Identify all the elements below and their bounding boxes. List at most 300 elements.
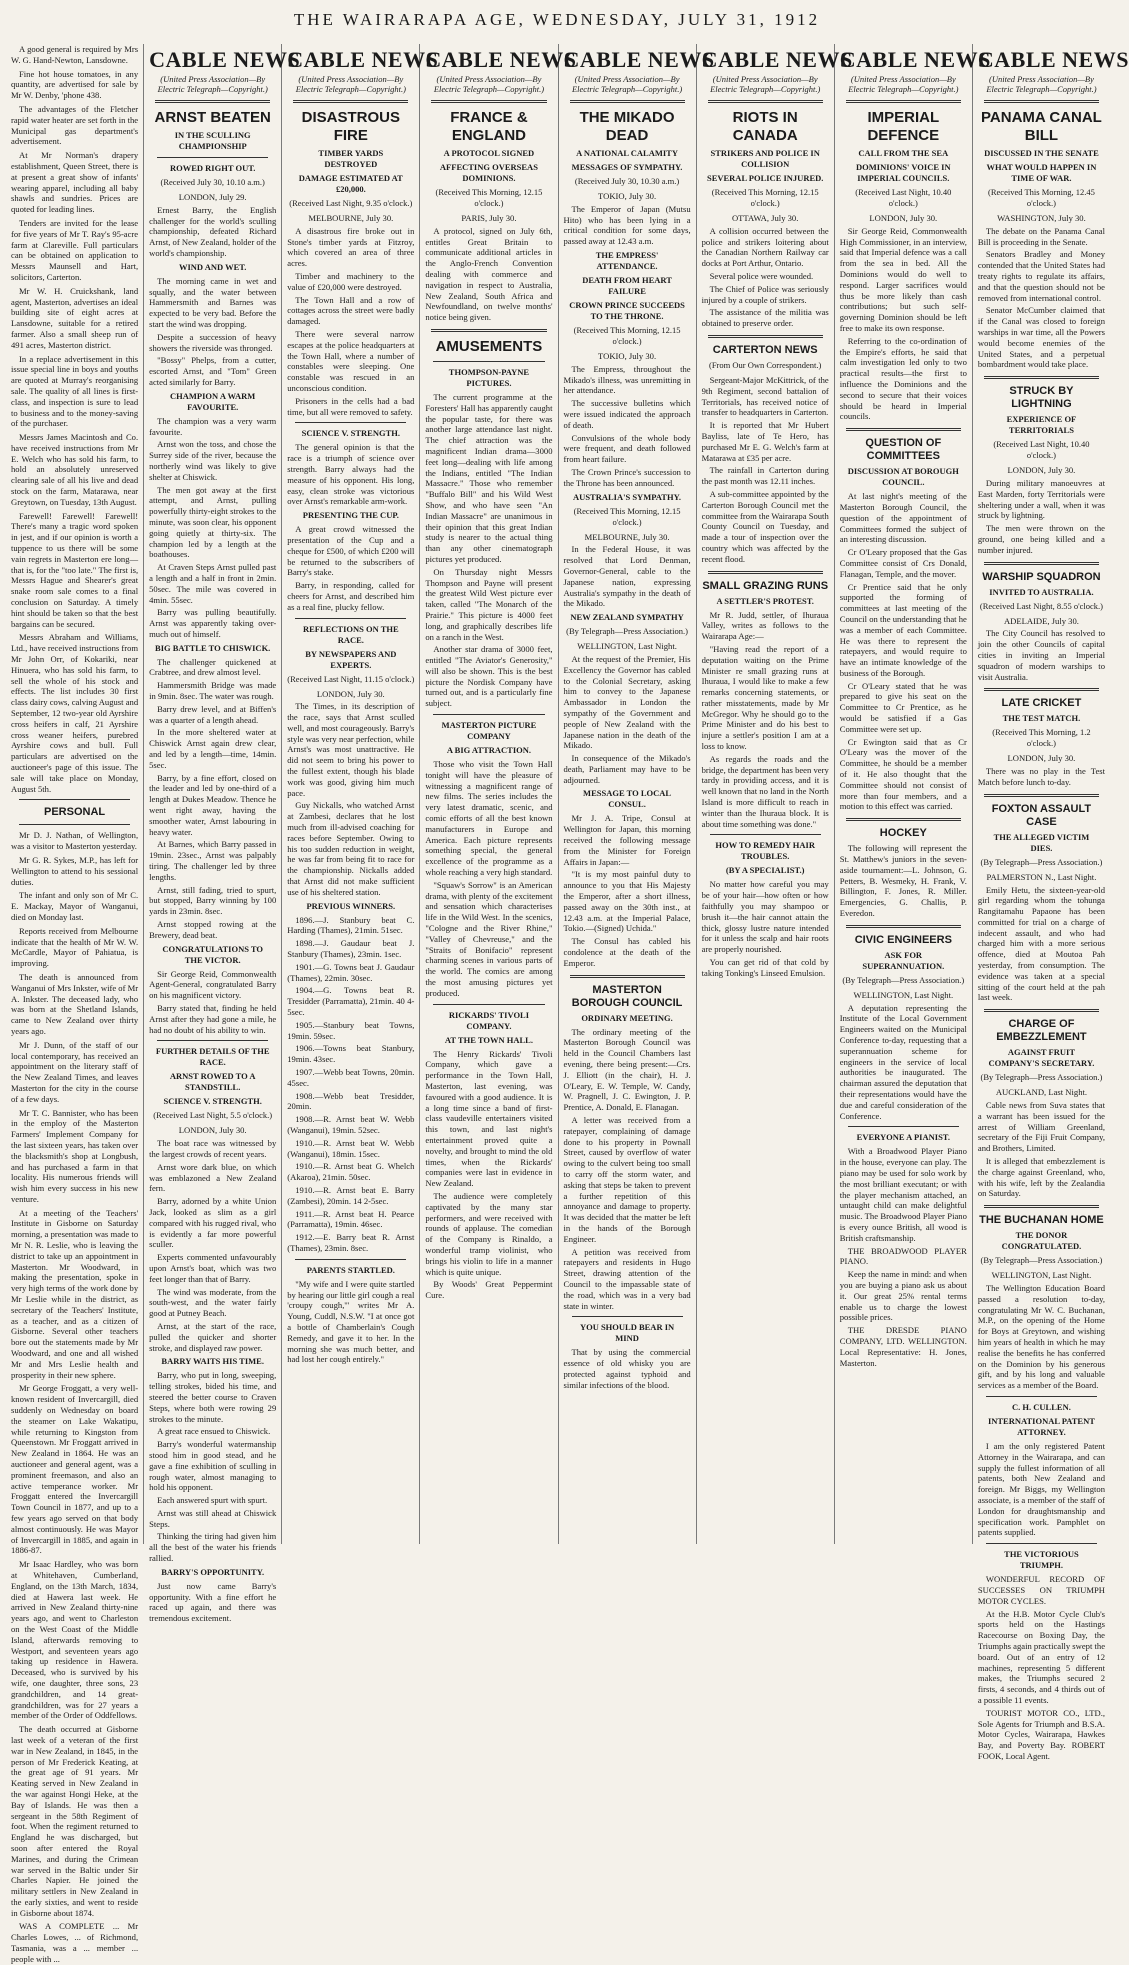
article-para: The rainfall in Carterton during the past month was 12.11 inches. [701, 465, 829, 487]
divider [846, 428, 961, 431]
article-para: "Squaw's Sorrow" is an American drama, with plenty of the excitement and sensation which characterises life in the Wild West. In the scenics, "Cologne and the River Rhine," "Valley of Chevreuse," and the "Straits of Bonifacio" represent charming scenes in various parts of the world. The comics are among the most amusing pictures yet produced. [425, 879, 553, 998]
received-time: (By Telegraph—Press Association.) [980, 856, 1103, 867]
article-para: THE DRESDE PIANO COMPANY, LTD. WELLINGTON. Local Representative: H. Jones, Masterton. [839, 1325, 967, 1368]
section-subhead: CROWN PRINCE SUCCEEDS TO THE THRONE. [569, 299, 685, 321]
article-para: Barry, adorned by a white Union Jack, looked as slim as a girl compared with his rugged rival, who is evidently a far more powerful sculler. [149, 1196, 277, 1250]
column-mikado-dead [559, 44, 715, 1544]
cable-news-heading: CABLE NEWS [977, 47, 1129, 72]
article-para: A great race ensued to Chiswick. [157, 1426, 271, 1437]
article-para: It is alleged that embezzlement is the charge against Greenland, who, with his wife, left by the Zealandia on Saturday. [977, 1156, 1105, 1199]
dateline: TOKIO, July 30. [598, 350, 657, 361]
personal-para: The infant and only son of Mr C. E. Mackay, Mayor of Wanganui, died on Monday last. [11, 890, 139, 922]
section-subhead: BARRY WAITS HIS TIME. [161, 1356, 264, 1367]
list-item: 1911.—R. Arnst beat H. Pearce (Parramatta), 19min. 46sec. [287, 1208, 415, 1230]
section-subhead: MASTERTON PICTURE COMPANY [441, 720, 537, 742]
article-para: A sub-committee appointed by the Carterton Borough Council met the committee from the Wairarapa South County Council on Tuesday, and made a tour of inspection over the country which was affected by the recent flood. [701, 488, 829, 564]
article-para: Cable news from Suva states that a warrant has been issued for the arrest of William Greenland, secretary of the Fiji Fruit Company, and Brothers, Limited. [977, 1100, 1105, 1154]
article-para: By Woods' Great Peppermint Cure. [425, 1279, 553, 1301]
article-para: Thinking the tiring had given him all the best of the water his friends rallied. [149, 1531, 277, 1564]
divider [984, 100, 1099, 103]
personal-para: Mr Isaac Hardley, who was born at Whitehaven, Cumberland, England, on the 13th March, 1834, died at Hawera last week. He arrived in New Zealand thirty-nine years ago, and went to Charleston on the West Coast of the Middle Island, afterwards removing to Westport, and seventeen years ago taking up residence in Hawera. Deceased, who is survived by his wife, one daughter, three sons, 23 grandchildren, and 14 great-grandchildren, was for 27 years a member of the Order of Oddfellows. [11, 1559, 139, 1721]
received-time: (Received Last Night, 9.35 o'clock.) [289, 198, 413, 208]
article-para: A petition was received from ratepayers and residents in Hugo Street, drawing attention of the Council to the impassable state of the road, which was in a very bad state in winter. [563, 1246, 691, 1311]
received-time: (Received Last Night, 10.40 o'clock.) [993, 439, 1090, 461]
received-time: (Received Last Night, 8.55 o'clock.) [979, 600, 1103, 611]
article-headline: STRUCK BY LIGHTNING [1009, 385, 1074, 411]
section-subhead: NEW ZEALAND SYMPATHY [570, 612, 684, 623]
section-subhead: BY NEWSPAPERS AND EXPERTS. [305, 648, 397, 670]
article-para: "Having read the report of a deputation waiting on the Prime Minister re small grazing runs at Ihuraua, I would like to make a few remarks concerning statements, or rather misstatements, made by Mr McGregor. Why he should go to the Prime Minister and do his best to injure a settler's position I am at a loss to know. [701, 643, 829, 752]
article-subhead: DISCUSSED IN THE SENATE [984, 148, 1099, 158]
section-subhead: PRESENTING THE CUP. [302, 510, 399, 521]
section-subhead: THE TEST MATCH. [1002, 713, 1081, 724]
article-para: It is reported that Mr Hubert Bayliss, late of Te Hero, has purchased Mr E. G. Welch's farm at Matarawa at £35 per acre. [701, 420, 829, 463]
list-item: 1901.—G. Towns beat J. Gaudaur (Thames), 22min. 30sec. [287, 961, 415, 983]
personal-para: WAS A COMPLETE ... Mr Charles Lowes, ... of Richmond, Tasmania, was a ... member ... people with ... [11, 1921, 139, 1964]
received-time: (By Telegraph—Press Association.) [842, 974, 965, 985]
received-time: (Received Last Night, 10.40 o'clock.) [855, 187, 952, 208]
article-para: Arnst, at the start of the race, pulled the quicker and shorter stroke, and displayed raw power. [149, 1320, 277, 1353]
dateline: LONDON, July 30. [316, 688, 385, 699]
press-association-credit: (United Press Association—By Electric Telegraph—Copyright.) [571, 74, 683, 94]
article-headline: THE BUCHANAN HOME [979, 1214, 1104, 1227]
article-para: Arnst, still fading, tried to spurt, but stopped, Barry winning by 100 yards in 23min. 8sec. [149, 884, 277, 917]
dateline: AUCKLAND, Last Night. [995, 1087, 1088, 1098]
section-subhead: ARNST ROWED TO A STANDSTILL. [169, 1071, 256, 1093]
divider [984, 794, 1099, 797]
personal-para: At a meeting of the Teachers' Institute in Gisborne on Saturday morning, a presentation was made to Mr N. R. Leslie, who is leaving the district to take up an appointment in Masterton. Mr Woodward, in making the presentation, spoke in very high terms of the work done by Mr Leslie while in the district, as secretary of the Teachers' Institute, as a teacher, and as a citizen of Gisborne. Several other teachers bore out the statements made by Mr Woodward, and one and all wished Mr and Mrs Leslie health and prosperity in their new sphere. [11, 1207, 139, 1380]
list-item: 1898.—J. Gaudaur beat J. Stanbury (Thames), 23min. 1sec. [287, 938, 415, 960]
section-subhead: YOU SHOULD BEAR IN MIND [579, 1322, 675, 1344]
article-para: During military manoeuvres at East Marden, forty Territorials were sheltering under a wall, when it was struck by lightning. [977, 477, 1105, 521]
article-para: The morning came in wet and squally, and the water between Hammersmith and Barnes was expected to be very bad. Before the start the wind was dropping. [149, 275, 277, 329]
dateline: LONDON, July 30. [1007, 753, 1076, 764]
section-subhead: INTERNATIONAL PATENT ATTORNEY. [987, 1416, 1095, 1437]
divider [570, 975, 685, 978]
divider [295, 422, 406, 423]
section-subhead: DEATH FROM HEART FAILURE [582, 274, 672, 296]
section-subhead: AGAINST FRUIT COMPANY'S SECRETARY. [988, 1047, 1095, 1069]
section-subhead: AUSTRALIA'S SYMPATHY. [573, 491, 682, 502]
article-para: The Henry Rickards' Tivoli Company, which gave a performance in the Town Hall, Masterton, last evening, was favoured with a good audience. It is a long time since a band of first-class vaudeville entertainers visited this town, and last night's entertainment proved quite a novelty, and brought to mind the old times, when the Rickards' companies were last in evidence in New Zealand. [425, 1048, 553, 1189]
local-para: A good general is required by Mrs W. G. Hand-Newton, Lansdowne. [11, 44, 139, 65]
divider [984, 376, 1099, 379]
article-headline: LATE CRICKET [1001, 697, 1082, 710]
article-subhead: MESSAGES OF SYMPATHY. [571, 162, 683, 172]
article-para: Mr R. Judd, settler, of Ihuraua Valley, writes as follows to the Wairarapa Age:— [701, 609, 829, 642]
article-para: The boat race was witnessed by the largest crowds of recent years. [149, 1138, 277, 1159]
section-subhead: THE EMPRESS' ATTENDANCE. [595, 249, 659, 271]
article-para: That by using the commercial essence of old whisky you are protected against typhoid and similar infections of the blood. [563, 1347, 691, 1390]
article-headline: SMALL GRAZING RUNS [702, 579, 829, 592]
article-para: Despite a succession of heavy showers the riverside was thronged. [149, 331, 277, 353]
article-para: Just now came Barry's opportunity. With a fine effort he raced up again, and there was tremendous excitement. [149, 1580, 277, 1624]
divider [155, 100, 270, 103]
article-para: You can get rid of that cold by taking Tonking's Linseed Emulsion. [701, 957, 829, 978]
cable-news-heading: CABLE NEWS [839, 47, 991, 72]
article-para: Another star drama of 3000 feet, entitled "The Aviator's Generosity," will also be shown. This is the best picture the Nordisk Company have turned out, and is a particularly fine subject. [425, 644, 553, 709]
cable-news-heading: CABLE NEWS [563, 47, 715, 72]
divider [708, 571, 823, 574]
divider [984, 688, 1099, 691]
section-subhead: CONGRATULATIONS TO THE VICTOR. [162, 943, 264, 965]
section-subhead: THE ALLEGED VICTIM DIES. [993, 831, 1090, 853]
article-subhead: TIMBER YARDS DESTROYED [318, 148, 384, 169]
section-subhead: REFLECTIONS ON THE RACE. [302, 623, 399, 645]
column-panama-canal [973, 44, 1129, 1761]
divider [433, 361, 544, 362]
dateline: MELBOURNE, July 30. [308, 213, 394, 223]
article-para: WONDERFUL RECORD OF SUCCESSES ON TRIUMPH MOTOR CYCLES. [977, 1574, 1105, 1606]
article-headline: ARNST BEATEN [154, 109, 271, 126]
article-subhead: WHAT WOULD HAPPEN IN TIME OF WAR. [986, 162, 1097, 183]
article-subhead: SEVERAL POLICE INJURED. [706, 173, 824, 183]
section-subhead: FURTHER DETAILS OF THE RACE. [155, 1046, 270, 1068]
article-para: Senators Bradley and Money contended that the United States had treaty rights to regulate its affairs, and that the question should not be removed from international control. [977, 249, 1105, 303]
list-item: 1906.—Towns beat Stanbury, 19min. 43sec. [287, 1043, 415, 1065]
article-para: TOURIST MOTOR CO., LTD., Sole Agents for Triumph and B.S.A. Motor Cycles, Wairarapa, Hawkes Bay, and Poverty Bay. ROBERT FOOK, Local Agent. [977, 1707, 1105, 1761]
article-headline: CHARGE OF EMBEZZLEMENT [996, 1018, 1087, 1044]
article-headline: RIOTS IN CANADA [732, 109, 798, 144]
dateline: WELLINGTON, Last Night. [991, 1270, 1092, 1281]
dateline: TOKIO, July 30. [598, 191, 657, 201]
article-para: Cr Ewington said that as Cr O'Leary was the mover of the Committee, he should be a member of it. He also thought that the Committee should not consist of more than four members, and a motion to this effect was carried. [839, 736, 967, 812]
received-time: (Received This Morning, 12.15 o'clock.) [573, 505, 681, 527]
list-item: 1910.—R. Arnst beat G. Whelch (Akaroa), 21min. 50sec. [287, 1161, 415, 1183]
divider [572, 1316, 683, 1317]
article-para: Barry was pulling beautifully. Arnst was apparently taking over-much out of himself. [149, 607, 277, 639]
section-subhead: (BY A SPECIALIST.) [725, 865, 805, 876]
divider [984, 1205, 1099, 1208]
article-para: Sir George Reid, Commonwealth Agent-General, congratulated Barry on his magnificent victory. [149, 968, 277, 1001]
article-para: At the H.B. Motor Cycle Club's sports held on the Hastings Racecourse on Boxing Day, the Triumphs again practically swept the board. Out of an entry of 12 machines, representing 5 different makes, the Triumphs secured 2 firsts, 4 seconds, and 4 thirds out of a possible 11 events. [977, 1608, 1106, 1705]
press-association-credit: (United Press Association—By Electric Telegraph—Copyright.) [710, 74, 821, 94]
article-headline: CIVIC ENGINEERS [854, 933, 952, 946]
article-para: The Empress, throughout the Mikado's illness, was unremitting in her attendance. [563, 363, 691, 396]
divider [431, 329, 546, 332]
local-para: Mr W. H. Cruickshank, land agent, Masterton, advertises an ideal building site of eight acres at Lansdowne, suitable for a retired farmer. Also a small sheep run of 491 acres, Masterton district. [11, 285, 139, 350]
article-subhead: STRIKERS AND POLICE IN COLLISION [710, 148, 820, 169]
article-para: Barry, in responding, called for cheers for Arnst, and described him as a real fine, plucky fellow. [287, 580, 415, 612]
section-subhead: A BIG ATTRACTION. [446, 745, 532, 756]
article-subhead: A NATIONAL CALAMITY [576, 148, 678, 158]
article-para: Cr Prentice said that he only supported the forming of committees at last meeting of the Council on the understanding that he was a member of each Committee. He was there to represent the ratepayers, and would require to have an intimate knowledge of the business of the Borough. [839, 581, 967, 678]
dateline: PARIS, July 30. [461, 213, 517, 223]
article-para: The City Council has resolved to join the other Councils of capital cities in inviting an Imperial squadron of modern warships to visit Australia. [977, 628, 1105, 682]
received-time: (Received Last Night, 5.5 o'clock.) [153, 1110, 273, 1121]
cable-news-heading: CABLE NEWS [701, 47, 853, 72]
article-para: "It is my most painful duty to announce to you that His Majesty the Emperor, after a short illness, passed away on the 30th inst., at 12.43 a.m. at the Imperial Palace, Tokio.—(Signed) Uchida." [563, 869, 691, 934]
article-para: The ordinary meeting of the Masterton Borough Council was held in the Council Chambers last evening, there being present:—Crs. J. Elliott (in the chair), H. J. O'Leary, E. W. Temple, W. Candy, W. Pragnell, J. C. Ewington, J. P. Prentice, A. Donald, E. Flanagan. [563, 1026, 691, 1113]
received-time: (By Telegraph—Press Association.) [980, 1255, 1103, 1266]
article-headline: HOCKEY [879, 827, 927, 840]
section-subhead: ASK FOR SUPERANNUATION. [862, 949, 945, 971]
divider [708, 335, 823, 338]
local-para: Farewell! Farewell! Farewell! There's many a tragic word spoken in jest, and if our opinion is worth a tuppence to us there will be some vain regrets in Masterton ere long—that is, for the "too late." The first is, Messrs Hague and Shearer's great snake room sale comes to a final conclusion on Saturday. A timely hint should be taken so that the best bargains can be secured. [11, 510, 139, 629]
article-para: Barry's wonderful watermanship stood him in good stead, and he gave a fine exhibition of sculling in rough water, almost managing to hold his opponent. [149, 1439, 277, 1493]
page-columns [6, 44, 1129, 1964]
article-para: "Bossy" Phelps, from a cutter, escorted Arnst, and "Tom" Green acted similarly for Barry. [149, 355, 277, 387]
dateline: PALMERSTON N., Last Night. [986, 871, 1097, 882]
article-para: Convulsions of the whole body were frequent, and death followed from heart failure. [563, 432, 691, 465]
article-subhead: ROWED RIGHT OUT. [169, 163, 256, 173]
personal-para: Mr G. R. Sykes, M.P., has left for Wellington to attend to his sessional duties. [11, 854, 139, 887]
article-para: Arnst was still ahead at Chiswick Steps. [149, 1507, 277, 1529]
divider [986, 1543, 1097, 1544]
article-para: Arnst stopped rowing at the Brewery, dead beat. [149, 919, 277, 940]
section-subhead: HOW TO REMEDY HAIR TROUBLES. [715, 840, 815, 862]
article-para: Arnst wore dark blue, on which was emblazoned a New Zealand fern. [149, 1161, 277, 1194]
dateline: OTTAWA, July 30. [731, 213, 799, 223]
section-subhead: SCIENCE V. STRENGTH. [301, 428, 401, 439]
divider [710, 834, 821, 835]
article-para: The Chief of Police was seriously injured by a couple of strikers. [701, 283, 829, 305]
local-para: Messrs James Macintosh and Co. have received instructions from Mr E. Welch who has sold his farm, to hold an absolutely unreserved clearing sale of all his live and dead stock on the farm, Matarawa, near Greytown, on Tuesday, 13th August. [11, 432, 139, 507]
dateline: WELLINGTON, Last Night. [853, 989, 954, 1000]
article-para: Each answered spurt with spurt. [157, 1495, 268, 1506]
section-subhead: PARENTS STARTLED. [306, 1264, 395, 1275]
received-time: (Received This Morning, 12.15 o'clock.) [711, 187, 819, 208]
article-para: The successive bulletins which were issued indicated the approach of death. [563, 398, 691, 430]
article-subhead: IN THE SCULLING CHAMPIONSHIP [174, 130, 251, 151]
divider [19, 799, 130, 800]
column-disastrous-fire [282, 44, 439, 1544]
dateline: MELBOURNE, July 30. [584, 531, 670, 542]
section-subhead: PREVIOUS WINNERS. [306, 900, 396, 911]
article-para: Barry, who put in long, sweeping, telling strokes, bided his time, and steered the better course to Craven Steps, where both were rowing 29 strokes to the minute. [149, 1370, 277, 1424]
received-time: (Received July 30, 10.30 a.m.) [574, 176, 680, 186]
press-association-credit: (United Press Association—By Electric Telegraph—Copyright.) [157, 74, 268, 94]
article-para: There was no play in the Test Match before lunch to-day. [977, 766, 1105, 787]
divider [295, 618, 406, 619]
article-para: At last night's meeting of the Masterton Borough Council, the question of the appointment of Committees formed the subject of an interesting discussion. [839, 491, 967, 545]
list-item: 1907.—Webb beat Towns, 20min. 45sec. [287, 1067, 415, 1088]
section-subhead: THOMPSON-PAYNE PICTURES. [448, 366, 530, 388]
article-headline: IMPERIAL DEFENCE [867, 109, 940, 144]
section-subhead: EVERYONE A PIANIST. [856, 1132, 950, 1143]
dateline: LONDON, July 30. [869, 213, 938, 223]
divider [431, 100, 546, 103]
article-para: A protocol, signed on July 6th, entitles Great Britain to communicate additional articles in the Anglo-French Convention dealing with commerce and navigation in respect to Australia, New Zealand, South Africa and Newfoundland, on twelve months' notice being given. [425, 225, 553, 323]
article-para: Emily Hetu, the sixteen-year-old girl regarding whom the tohunga Rangitamahu Papaone has been committed for trial on a charge of indecent assault, and who had charged him with a more serious offence, died at Moutoa Pah yesterday, from consumption. The evidence was taken at a special sitting of the court held at the pah last week. [977, 884, 1105, 1003]
section-subhead: MESSAGE TO LOCAL CONSUL. [583, 788, 672, 810]
section-subhead: INVITED TO AUSTRALIA. [989, 586, 1094, 597]
cable-news-heading: CABLE NEWS [287, 47, 439, 72]
divider [157, 1040, 268, 1041]
column-local-news [6, 44, 144, 1964]
list-item: 1910.—R. Arnst beat W. Webb (Wanganui), 18min. 15sec. [287, 1137, 415, 1159]
article-para: The Town Hall and a row of cottages across the street were badly damaged. [287, 294, 415, 327]
article-para: The current programme at the Foresters' Hall has apparently caught the popular taste, for there was another large attendance last night. The chief attraction was the magnificent Indian drama—3000 feet long—dealing with life among the Indians, entitled "The Indian Massacre." Those who remember "Buffalo Bill" and his Wild West Show, and who have seen "An Indian Massacre" are unanimous in their opinion that this great Indian study is nearer to the actual thing than any other cinematograph pictures yet produced. [425, 391, 553, 564]
divider [570, 100, 685, 103]
divider [433, 1004, 544, 1005]
article-para: A deputation representing the Institute of the Local Government Engineers waited on the Municipal Conference to-day, requesting that a superannuation scheme for engineers in the service of local authorities be inaugurated. The chairman assured the deputation that their representations would have the due and careful consideration of the Conference. [839, 1002, 967, 1121]
article-para: A collision occurred between the police and strikers loitering about the Canadian Northern Railway car docks at Port Arthur, Ontario. [701, 225, 829, 269]
article-para: Referring to the co-ordination of the Empire's efforts, he said that calm investigation led only to two practical results—the first to influence the Dominions and the second to secure that their voices should be heard in Imperial councils. [839, 335, 967, 422]
column-riots-canada [697, 44, 853, 1544]
press-association-credit: (United Press Association—By Electric Telegraph—Copyright.) [848, 74, 959, 94]
local-para: Tenders are invited for the lease for five years of Mr T. Ray's 95-acre farm at Clareville. Full particulars can be obtained on application to Messrs Maunsell and Hart, solicitors, Carterton. [11, 217, 139, 282]
dateline: WASHINGTON, July 30. [997, 213, 1086, 223]
divider [295, 1259, 406, 1260]
divider [984, 562, 1099, 565]
article-para: As regards the roads and the bridge, the department has been very tardy in providing access, and it is well known that no land in the North Island is more difficult to reach in winter than the Ihuraua block. It is about time something was done." [701, 753, 829, 829]
article-headline: QUESTION OF COMMITTEES [865, 437, 942, 463]
article-para: Cr O'Leary proposed that the Gas Committee consist of Crs Donald, Flanagan, Temple, and the mover. [839, 547, 967, 579]
article-para: At Barnes, which Barry passed in 19min. 23sec., Arnst was palpably tiring. The challenger led by three lengths. [149, 839, 277, 882]
previous-winners-list [287, 915, 414, 1254]
section-subhead: A SETTLER'S PROTEST. [716, 595, 814, 606]
article-para: THE BROADWOOD PLAYER PIANO. [839, 1245, 967, 1267]
article-para: Barry, by a fine effort, closed on the leader and led by one-third of a length at Dukes Meadow. Thence he went right away, having the smoother water, Arnst labouring in heavy water. [149, 772, 277, 837]
press-association-credit: (United Press Association—By Electric Telegraph—Copyright.) [295, 74, 406, 94]
local-para: At Mr Norman's drapery establishment, Queen Street, there is at present a great show of infants' wearing apparel, including all baby shawls and sundries. Prices are quoted for leading lines. [11, 150, 139, 215]
article-para: Mr J. A. Tripe, Consul at Wellington for Japan, this morning received the following message from the Minister for Foreign Affairs in Japan:— [563, 813, 691, 867]
local-para: In a replace advertisement in this issue special line in boys and youths are quoted at Murray's reorganising sale. The quality of all lines is first-class, and inspection is sure to lead to business and to the money-saving of the purchaser. [11, 353, 139, 429]
section-subhead: RICKARDS' TIVOLI COMPANY. [448, 1009, 530, 1031]
list-item: 1905.—Stanbury beat Towns, 19min. 59sec. [287, 1019, 415, 1041]
article-para: The Times, in its description of the race, says that Arnst sculled well, and most courageously. Barry's style was very near perfection, while Arnst's was most unattractive. He did not seem to bring his power to the fullest extent, though his blade work was good, giving him much pace. [287, 701, 415, 798]
article-para: A disastrous fire broke out in Stone's timber yards at Fitzroy, which covered an area of three acres. [287, 225, 415, 269]
article-para: There were several narrow escapes at the police headquarters at the Town Hall, where a number of constables were sleeping. One constable was rescued in an unconscious condition. [287, 328, 415, 393]
received-time: (Received Last Night, 11.15 o'clock.) [287, 673, 415, 684]
section-subhead: DISCUSSION AT BOROUGH COUNCIL. [847, 466, 959, 488]
article-para: The following will represent the St. Matthew's juniors in the seven-aside tournament:—L. Johnson, G. Petters, B. Wesmeky, H. Frank, V. Billington, F. Jones, R. Miller. Emergencies, G. Challis, P. Everedon. [839, 843, 967, 919]
received-time: (Received This Morning, 12.15 o'clock.) [573, 324, 681, 346]
article-para: The challenger quickened at Crabtree, and drew almost level. [149, 656, 277, 678]
divider [846, 100, 961, 103]
personal-para: The death is announced from Wanganui of Mrs Inkster, wife of Mr A. Inkster. The deceased lady, who was born at the Shetland Islands, came to New Zealand over thirty years ago. [11, 971, 139, 1036]
personal-para: Mr D. J. Nathan, of Wellington, was a visitor to Masterton yesterday. [11, 830, 139, 852]
list-item: 1908.—Webb beat Tresidder, 20min. [287, 1090, 415, 1112]
article-para: The Crown Prince's succession to the Throne has been announced. [563, 466, 691, 488]
article-para: No matter how careful you may be of your hair—how often or how faithfully you may shampoo or brush it—the hair cannot attain the thick, glossy lustre nature intended for it unless the scalp and hair roots are properly nourished. [701, 879, 829, 955]
press-association-credit: (United Press Association—By Electric Telegraph—Copyright.) [433, 74, 545, 94]
article-para: Senator McCumber claimed that if the Canal was closed to foreign warships in war time, all the Powers would become enemies of the United States, and a perpetual bombardment would take place. [977, 305, 1105, 370]
divider [157, 157, 268, 158]
dateline: WELLINGTON, Last Night. [577, 641, 677, 652]
article-para: The champion was a very warm favourite. [149, 415, 277, 437]
article-para: Sir George Reid, Commonwealth High Commissioner, in an interview, said that Imperial defence was a call from the sea in bed. All the Dominions would do well to respond. Larger sacrifices would thus be more likely than cash contributions; but such self-governing Dominion should be left free to make its own response. [839, 225, 967, 333]
article-headline: WARSHIP SQUADRON [982, 570, 1101, 583]
article-para: In the Federal House, it was resolved that Lord Denman, Governor-General, cable to the Japanese nation, expressing Australia's sympathy in the death of the Mikado. [563, 544, 691, 609]
article-para: In the more sheltered water at Chiswick Arnst again drew clear, and led by a length—time, 14min. 5sec. [149, 727, 277, 770]
received-time: (Received This Morning, 12.15 o'clock.) [435, 187, 543, 208]
article-headline: DISASTROUS FIRE [301, 109, 400, 144]
article-subhead: DOMINIONS' VOICE IN IMPERIAL COUNCILS. [856, 162, 951, 183]
article-para: Cr O'Leary stated that he was prepared to give his seat on the Committee to Cr Prentice, as he would be satisfied if a Gas Committee were set up. [839, 680, 967, 734]
article-para: In consequence of the Mikado's death, Parliament may have to be adjourned. [563, 753, 691, 785]
article-para: Ernest Barry, the English challenger for the world's sculling championship, defeated Richard Arnst, of New Zealand, holder of the world's championship. [149, 204, 277, 258]
column-arnst-beaten [144, 44, 301, 1624]
section-subhead: AT THE TOWN HALL. [444, 1034, 533, 1045]
personal-para: The death occurred at Gisborne last week of a veteran of the first war in New Zealand, in 1845, in the person of Mr Frederick Keating, at the great age of 91 years. Mr Keating served in New Zealand in the war against Hongi Heke, at the Bay of Islands. He was then a sergeant in the 58th Regiment of foot. When the regiment returned to England he was discharged, but soon after entered the Royal Marines, and during the Crimean war served in the Baltic under Sir Charles Napier. He joined the military settlers in New Zealand in the early sixties, and went to reside in Gisborne about 1874. [11, 1724, 139, 1918]
article-headline: PANAMA CANAL BILL [981, 109, 1102, 144]
received-time: (Received This Morning, 1.2 o'clock.) [992, 727, 1091, 749]
article-para: The men were thrown on the ground, one being killed and a number injured. [977, 523, 1105, 555]
article-headline: FOXTON ASSAULT CASE [991, 802, 1092, 828]
article-para: The wind was moderate, from the south-west, and the water fairly good at Putney Beach. [149, 1286, 277, 1319]
correspondent-note: (From Our Own Correspondent.) [709, 359, 822, 370]
article-subhead: CALL FROM THE SEA [858, 148, 949, 158]
article-para: The audience were completely captivated by the many star performers, and were received with rounds of applause. The comedian of the Company is Rinaldo, a wonderful tramp violinist, who brings his violin to life in a manner which is quite unique. [425, 1190, 553, 1277]
article-subhead: DAMAGE ESTIMATED AT £20,000. [298, 173, 403, 194]
received-time: (Received July 30, 10.10 a.m.) [160, 177, 265, 187]
article-para: "My wife and I were quite startled by hearing our little girl cough a real 'croupy cough,'" writes Mr A. Young, Cuddl, N.S.W. "I at once got a bottle of Chamberlain's Cough Remedy, and gave it to her. In the morning she was much better, and had lost her cough entirely." [287, 1278, 415, 1365]
column-imperial-defence [835, 44, 991, 1544]
section-subhead: EXPERIENCE OF TERRITORIALS [1006, 414, 1077, 436]
section-subhead: BIG BATTLE TO CHISWICK. [155, 642, 271, 653]
divider [846, 925, 961, 928]
press-association-credit: (United Press Association—By Electric Telegraph—Copyright.) [986, 74, 1097, 94]
article-para: With a Broadwood Player Piano in the house, everyone can play. The piano may be used for solo work by the most brilliant executant; or with the player mechanism attached, an untaught child can make delightful music. The Broadwood Player Piano is every ounce British, all wood is British craftsmanship. [839, 1146, 967, 1243]
local-para: Messrs Abraham and Williams, Ltd., have received instructions from Mr John Orr, of Kokariki, near Hinuera, who has sold his farm, to sell the whole of his stock and effects. The list includes 30 first class dairy cows, calving August and September, 12 two-year old Ayrshire cross heifers in calf, 21 Ayrshire cross weaner heifers, purebred Ayrshire cows and bull. Full particulars are advertised on the auctioneer's page of this issue. The sale will take place on Monday, August 5th. [11, 632, 139, 794]
article-para: The debate on the Panama Canal Bill is proceeding in the Senate. [977, 225, 1105, 247]
article-para: Timber and machinery to the value of £20,000 were destroyed. [287, 270, 415, 292]
personal-para: Mr J. Dunn, of the staff of our local contemporary, has received an appointment on the literary staff of the New Zealand Times, and leaves Masterton for the city in the course of a few days. [11, 1039, 139, 1104]
local-paragraphs [11, 44, 138, 794]
divider [433, 714, 544, 715]
article-para: Keep the name in mind: and when you are buying a piano ask us about it. Our great 25% rental terms enable us to charge the lowest possible prices. [839, 1269, 967, 1323]
article-para: Experts commented unfavourably upon Arnst's boat, which was two feet longer than that of Barry. [149, 1252, 277, 1284]
article-para: Several police were wounded. [709, 270, 814, 281]
divider [848, 1126, 959, 1127]
article-para: Guy Nickalls, who watched Arnst at Zambesi, declares that he lost much from ill-advised coaching for races before September. Owing to his too sudden reduction in weight, he was far from being fit to race for the championship. Nickalls added that Arnst did not make sufficient use of his sheltered station. [287, 800, 415, 897]
article-para: The Emperor of Japan (Mutsu Hito) who has been lying in a critical condition for some days, passed away at 12.43 a.m. [563, 203, 691, 247]
article-para: The assistance of the militia was obtained to preserve order. [701, 307, 829, 329]
divider [708, 100, 823, 103]
article-para: Sergeant-Major McKittrick, of the 9th Regiment, second battalion of Territorials, has received notice of transfer to headquarters in Carterton. [701, 374, 829, 418]
divider [986, 1396, 1097, 1397]
article-headline: MASTERTON BOROUGH COUNCIL [571, 983, 683, 1009]
cable-news-heading: CABLE NEWS [425, 47, 577, 72]
article-subhead: AFFECTING OVERSEAS DOMINIONS. [439, 162, 538, 183]
list-item: 1896.—J. Stanbury beat C. Harding (Thames), 21min. 51sec. [287, 914, 415, 936]
article-para: The men got away at the first attempt, and Arnst, pulling powerfully thirty-eight strokes to the minute, was soon clear, his opponent going quietly at thirty-six. The champion led by a length at the boathouses. [149, 484, 277, 560]
article-para: The Wellington Education Board passed a resolution to-day, congratulating Mr W. C. Buchanan, M.P., on the opening of the Home for Boys at Greytown, and wishing him years of health in which he may realise the benefits he has conferred on the Dominion by his generous gift, and by his long and valuable services as a member of the Board. [977, 1283, 1105, 1391]
article-para: The Consul has cabled his condolence at the death of the Emperor. [563, 936, 691, 968]
dateline: LONDON, July 29. [178, 192, 247, 202]
section-subhead: CHAMPION A WARM FAVOURITE. [170, 390, 256, 412]
personal-para: Mr T. C. Bannister, who has been in the employ of the Masterton Farmers' Implement Company for the last sixteen years, has taken over the blacksmith's shop at Longbush, and has purchased a farm in that locality. His numerous friends will wish him every success in his new venture. [11, 1107, 139, 1204]
dateline: ADELAIDE, July 30. [1003, 615, 1079, 626]
article-para: At the request of the Premier, His Excellency the Governor has cabled to the Colonial Secretary, asking him to convey to the Japanese Ambassador in London the sympathy of the Government and people of New Zealand with the Japanese nation in the death of the Mikado. [563, 653, 691, 751]
article-para: A great crowd witnessed the presentation of the Cup and a cheque for £500, of which £200 will be returned to the subscribers of Barry's stake. [287, 524, 415, 578]
divider [846, 818, 961, 821]
article-para: Hammersmith Bridge was made in 9min. 8sec. The water was rough. [149, 680, 277, 702]
article-headline: THE MIKADO DEAD [579, 109, 675, 144]
divider [293, 100, 408, 103]
article-para: Barry drew level, and at Biffen's was a quarter of a length ahead. [149, 703, 277, 725]
list-item: 1910.—R. Arnst beat E. Barry (Zambesi), 20min. 14 2-5sec. [287, 1184, 415, 1206]
article-para: At Craven Steps Arnst pulled past a length and a half in front in 2min. 50sec. The mile was covered in 4min. 55sec. [149, 562, 277, 605]
personal-para: Mr George Froggatt, a very well-known resident of Invercargill, died suddenly on Wednesday on board the steamer on Lake Wakatipu, while returning to Kingston from Queenstown. Mr Froggatt arrived in New Zealand in 1864. He was an auctioneer and general agent, was a prominent freemason, and also an active temperance worker. Mr Froggatt entered the Invercargill Town Council in 1877, and up to a few years ago served on that body almost continuously. He was Mayor of Invercargill in 1885, and again in 1886-87. [11, 1383, 139, 1556]
article-para: The general opinion is that the race is a triumph of science over strength. Barry always had the measure of his opponent. His long, easy, clean stroke was victorious over Arnst's remarkable arm-work. [287, 442, 415, 507]
local-para: Fine hot house tomatoes, in any quantity, are advertised for sale by Mr W. Denby, 'phone 438. [11, 68, 139, 101]
section-subhead: WIND AND WET. [178, 261, 247, 272]
cable-news-heading: CABLE NEWS [149, 47, 301, 72]
amusements-heading: AMUSEMENTS [435, 337, 543, 355]
divider [19, 824, 130, 825]
dateline: LONDON, July 30. [1007, 465, 1076, 476]
local-para: The advantages of the Fletcher rapid water heater are set forth in the Municipal gas department's advertisement. [11, 103, 139, 147]
section-subhead: C. H. CULLEN. [1012, 1402, 1071, 1412]
section-subhead: ORDINARY MEETING. [581, 1012, 673, 1023]
article-subhead: A PROTOCOL SIGNED [443, 148, 535, 158]
list-item: 1912.—E. Barry beat R. Arnst (Thames), 23min. 8sec. [287, 1232, 415, 1253]
dateline: LONDON, July 30. [178, 1125, 247, 1136]
article-para: Prisoners in the cells had a bad time, but all were removed to safety. [287, 395, 415, 417]
